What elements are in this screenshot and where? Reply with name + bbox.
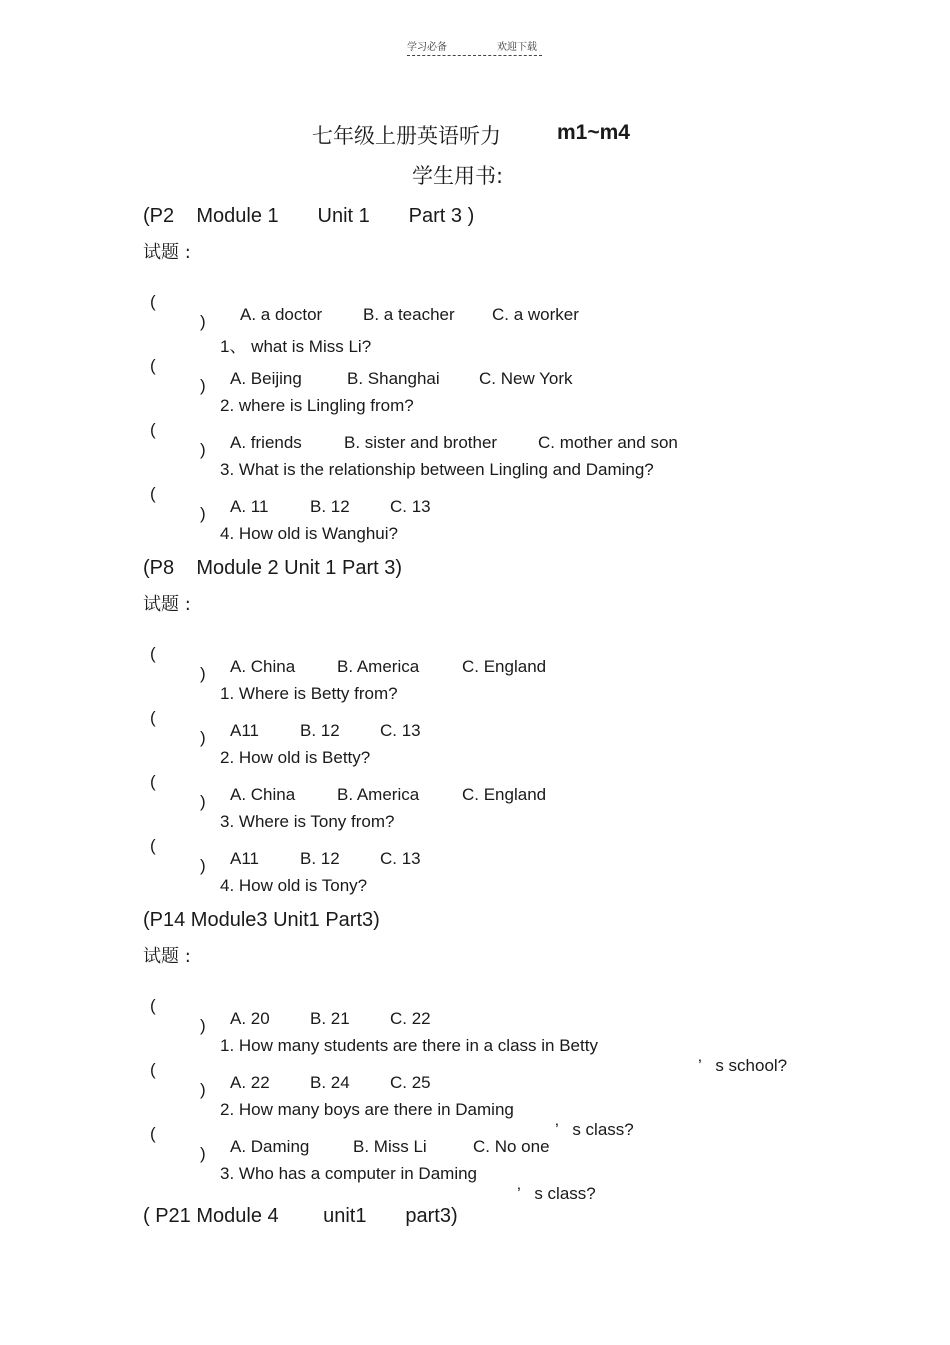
option-c: C. a worker [492, 305, 579, 324]
answer-blank-close: ) [200, 856, 206, 875]
section-label: 试题 : [143, 946, 191, 967]
option-a: A. friends [230, 433, 302, 452]
section-heading: (P8 Module 2 Unit 1 Part 3) [143, 557, 403, 579]
option-c: C. 13 [390, 497, 431, 516]
option-a: A. 20 [230, 1009, 270, 1028]
section-heading: (P2 Module 1 Unit 1 Part 3 ) [143, 205, 475, 227]
answer-blank-close: ) [200, 376, 206, 395]
title-chinese: 七年级上册英语听力 [312, 124, 501, 148]
title-range: m1~m4 [557, 121, 630, 144]
answer-blank-close: ) [200, 312, 206, 331]
answer-blank-open: ( [150, 996, 156, 1015]
section-label: 试题 : [143, 242, 191, 263]
option-a: A11 [230, 849, 259, 868]
answer-blank-open: ( [150, 292, 156, 311]
option-b: B. 21 [310, 1009, 350, 1028]
option-b: B. Miss Li [353, 1137, 427, 1156]
answer-blank-open: ( [150, 708, 156, 727]
answer-blank-close: ) [200, 1016, 206, 1035]
option-b: B. Shanghai [347, 369, 440, 388]
question-text: 2. How old is Betty? [220, 748, 371, 767]
option-a: A. China [230, 657, 296, 676]
answer-blank-close: ) [200, 792, 206, 811]
question-text: 4. How old is Wanghui? [220, 524, 398, 543]
option-c: C. England [462, 785, 547, 804]
answer-blank-close: ) [200, 728, 206, 747]
answer-blank-close: ) [200, 1080, 206, 1099]
header-left-text: 学习必备 [407, 42, 447, 53]
section-heading: ( P21 Module 4 unit1 part3) [143, 1205, 458, 1227]
question-text-tail: ’ s class? [517, 1184, 596, 1203]
option-c: C. 25 [390, 1073, 431, 1092]
section-heading: (P14 Module3 Unit1 Part3) [143, 909, 380, 931]
option-c: C. 13 [380, 849, 421, 868]
option-c: C. 22 [390, 1009, 431, 1028]
answer-blank-open: ( [150, 1060, 156, 1079]
answer-blank-open: ( [150, 484, 156, 503]
option-a: A11 [230, 721, 259, 740]
question-text: 1. Where is Betty from? [220, 684, 398, 703]
option-b: B. sister and brother [344, 433, 498, 452]
header-right-text: 欢迎下载 [497, 42, 537, 53]
option-a: A. a doctor [240, 305, 323, 324]
answer-blank-close: ) [200, 1144, 206, 1163]
question-text: 3. What is the relationship between Lingling and Daming? [220, 460, 654, 479]
answer-blank-open: ( [150, 356, 156, 375]
option-c: C. England [462, 657, 547, 676]
page-header [407, 38, 542, 56]
question-text: 4. How old is Tony? [220, 876, 368, 895]
question-text: 1、 what is Miss Li? [220, 337, 372, 356]
question-text: 2. where is Lingling from? [220, 396, 414, 415]
option-c: C. 13 [380, 721, 421, 740]
subtitle: 学生用书: [412, 164, 504, 188]
question-text: 2. How many boys are there in Daming [220, 1100, 514, 1119]
answer-blank-open: ( [150, 420, 156, 439]
question-text: 3. Who has a computer in Daming [220, 1164, 478, 1183]
answer-blank-close: ) [200, 664, 206, 683]
option-b: B. 12 [310, 497, 350, 516]
option-c: C. No one [473, 1137, 550, 1156]
question-text: 3. Where is Tony from? [220, 812, 395, 831]
answer-blank-close: ) [200, 504, 206, 523]
option-c: C. mother and son [538, 433, 678, 452]
option-a: A. Beijing [230, 369, 302, 388]
question-text-tail: ’ s school? [698, 1056, 788, 1075]
option-a: A. Daming [230, 1137, 310, 1156]
option-b: B. 24 [310, 1073, 350, 1092]
question-text-tail: ’ s class? [555, 1120, 634, 1139]
section-label: 试题 : [143, 594, 191, 615]
answer-blank-open: ( [150, 836, 156, 855]
option-a: A. 11 [230, 497, 269, 516]
option-a: A. 22 [230, 1073, 270, 1092]
answer-blank-close: ) [200, 440, 206, 459]
answer-blank-open: ( [150, 644, 156, 663]
answer-blank-open: ( [150, 772, 156, 791]
option-a: A. China [230, 785, 296, 804]
option-b: B. 12 [300, 849, 340, 868]
option-c: C. New York [479, 369, 573, 388]
option-b: B. America [337, 785, 420, 804]
option-b: B. America [337, 657, 420, 676]
option-b: B. 12 [300, 721, 340, 740]
option-b: B. a teacher [363, 305, 455, 324]
answer-blank-open: ( [150, 1124, 156, 1143]
question-text: 1. How many students are there in a class in Betty [220, 1036, 598, 1055]
